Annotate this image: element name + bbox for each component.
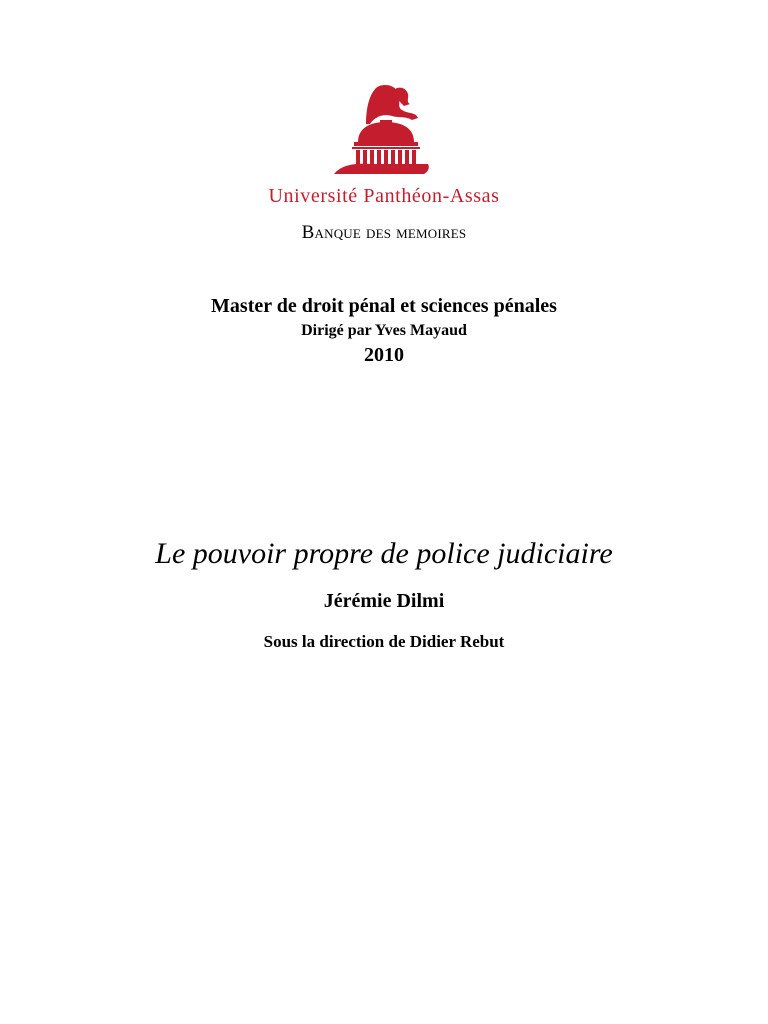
pantheon-dome-icon bbox=[332, 84, 436, 180]
program-title: Master de droit pénal et sciences pénales bbox=[211, 295, 557, 317]
thesis-author: Jérémie Dilmi bbox=[323, 590, 445, 612]
university-name: Université Panthéon-Assas bbox=[268, 185, 500, 207]
thesis-title: Le pouvoir propre de police judiciaire bbox=[155, 537, 613, 570]
bank-title: Banque des memoires bbox=[301, 222, 467, 243]
program-year: 2010 bbox=[364, 344, 404, 366]
program-director: Dirigé par Yves Mayaud bbox=[301, 322, 467, 339]
thesis-supervisor: Sous la direction de Didier Rebut bbox=[263, 632, 505, 651]
